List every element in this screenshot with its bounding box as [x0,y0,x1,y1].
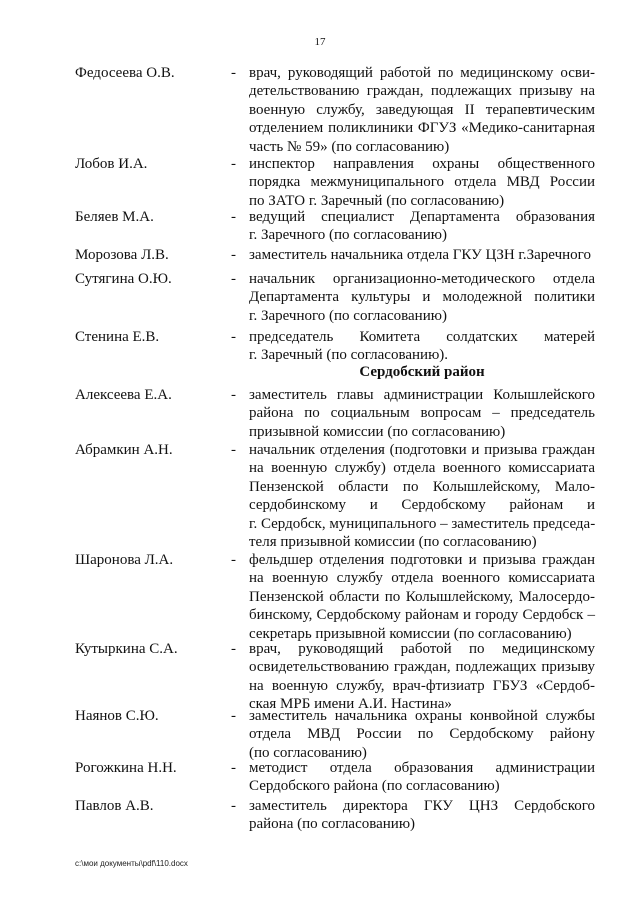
role-text-line: ская МРБ имени А.И. Настина» [249,696,452,713]
member-role [249,155,595,210]
role-text-line: района по социальным вопросам – председатель [249,405,595,422]
member-name: Кутыркина С.А. [75,641,178,657]
role-text-line: ведущий специалист Департамента образования [249,209,595,225]
member-name: Шаронова Л.А. [75,552,174,568]
dash-separator: - [231,209,236,225]
dash-separator: - [231,442,236,458]
role-text-line: на военную службу отдела военного комиссариата [249,570,595,587]
member-role [249,64,595,156]
role-text-line: заместитель главы администрации Колышлейского [249,387,595,403]
dash-separator: - [231,156,236,172]
dash-separator: - [231,641,236,657]
role-text-line: района (по согласованию) [249,816,416,833]
member-role [249,759,595,796]
role-text-line: фельдшер отделения подготовки и призыва граждан [249,552,595,568]
dash-separator: - [231,760,236,776]
member-role [249,551,595,643]
member-role [249,270,595,325]
role-text-line: начальник отделения (подготовки и призыва граждан [249,442,595,458]
dash-separator: - [231,708,236,724]
member-role [249,246,595,264]
role-text-line: секретарь призывной комиссии (по согласованию) [249,625,572,642]
dash-separator: - [231,387,236,403]
role-text-line: (по согласованию) [249,744,367,761]
member-name: Наянов С.Ю. [75,708,159,724]
role-text-line: военную службу, заведующая II терапевтическим [249,101,595,118]
member-name: Абрамкин А.Н. [75,442,173,458]
member-role [249,797,595,834]
role-text-line: по ЗАТО г. Заречный (по согласованию) [249,192,505,209]
member-name: Рогожкина Н.Н. [75,760,177,776]
role-text-line: детельствованию граждан, подлежащих призыву на [249,83,595,100]
member-role [249,441,595,551]
member-name: Морозова Л.В. [75,247,169,263]
dash-separator: - [231,798,236,814]
role-text-line: Департамента культуры и молодежной политики [249,289,595,306]
member-role [249,640,595,714]
role-text-line: врач, руководящий работой по медицинскому осви- [249,65,595,81]
role-text-line: на военную службу) отдела военного комиссариата [249,460,595,477]
dash-separator: - [231,247,236,263]
role-text-line: г. Заречный (по согласованию). [249,347,449,364]
role-text-line: бинскому, Сердобскому районам и городу Сердобск – [249,607,595,624]
member-name: Алексеева Е.А. [75,387,172,403]
role-text-line: на военную службу, врач-фтизиатр ГБУЗ «Сердоб- [249,677,595,694]
role-text-line: Сердобского района (по согласованию) [249,778,500,795]
role-text-line: начальник организационно-методического отдела [249,271,595,287]
role-text-line: заместитель начальника охраны конвойной службы [249,708,595,724]
member-role [249,328,595,365]
member-name: Павлов А.В. [75,798,154,814]
section-title: Сердобский район [359,364,485,380]
dash-separator: - [231,271,236,287]
role-text-line: порядка межмуниципального отдела МВД России [249,174,595,191]
role-text-line: сердобинскому и Сердобскому районам и [249,497,595,514]
role-text-line: заместитель директора ГКУ ЦНЗ Сердобского [249,798,595,814]
role-text-line: г. Заречного (по согласованию) [249,307,447,324]
member-role [249,386,595,441]
role-text-line: Пензенской области по Колышлейскому, Малосердо- [249,588,595,605]
role-text-line: заместитель начальника отдела ГКУ ЦЗН г.Заречного [249,247,591,263]
footer-file-path: c:\мои документы\pdf\110.docx [75,859,188,868]
page-number: 17 [314,36,326,48]
role-text-line: инспектор направления охраны общественного [249,156,595,172]
role-text-line: отдела МВД России по Сердобскому району [249,726,595,743]
dash-separator: - [231,552,236,568]
role-text-line: теля призывной комиссии (по согласованию) [249,534,537,551]
role-text-line: часть № 59» (по согласованию) [249,138,450,155]
member-role [249,707,595,762]
member-name: Стенина Е.В. [75,329,160,345]
role-text-line: председатель Комитета солдатских матерей [249,329,595,345]
role-text-line: методист отдела образования администрации [249,760,595,776]
member-name: Сутягина О.Ю. [75,271,172,287]
member-name: Беляев М.А. [75,209,154,225]
dash-separator: - [231,65,236,81]
role-text-line: призывной комиссии (по согласованию) [249,423,506,440]
role-text-line: врач, руководящий работой по медицинскому [249,641,595,657]
dash-separator: - [231,329,236,345]
role-text-line: г. Заречного (по согласованию) [249,227,447,244]
member-role [249,208,595,245]
member-name: Федосеева О.В. [75,65,175,81]
role-text-line: отделением поликлиники ФГУЗ «Медико-санитарная [249,120,595,137]
role-text-line: г. Сердобск, муниципального – заместитель председа- [249,515,596,532]
role-text-line: Пензенской области по Колышлейскому, Мало- [249,478,595,495]
member-name: Лобов И.А. [75,156,148,172]
role-text-line: освидетельствованию граждан, подлежащих призыву [249,659,595,676]
